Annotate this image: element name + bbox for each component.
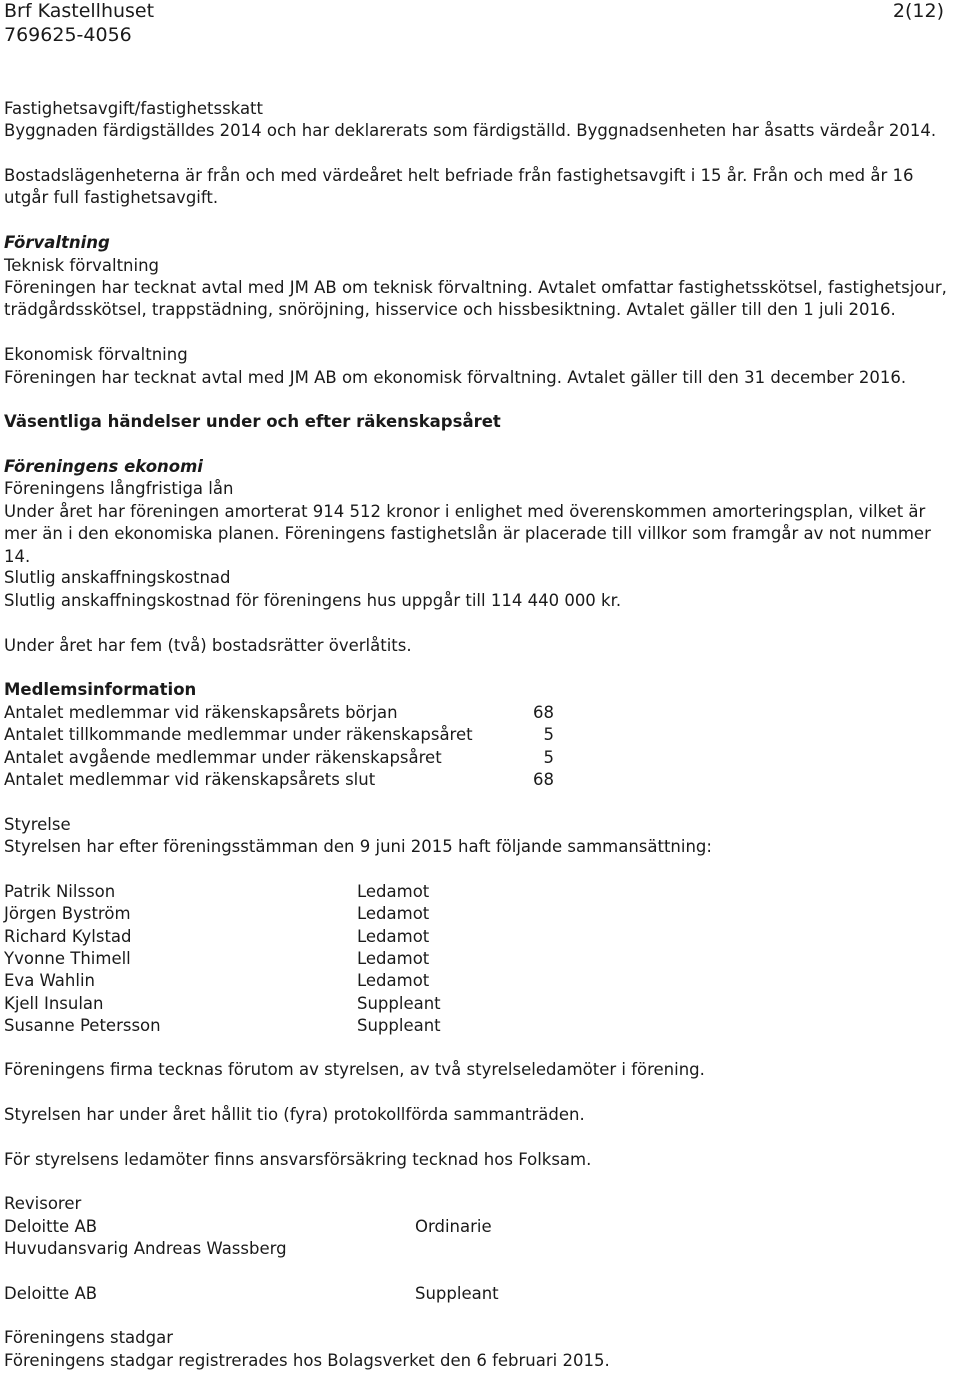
ekonomisk-forvaltning-heading: Ekonomisk förvaltning xyxy=(4,345,188,364)
org-name: Brf Kastellhuset xyxy=(4,0,155,22)
fastighetsavgift-text-1: Byggnaden färdigställdes 2014 och har deklarerats som färdigställd. Byggnadsenheten har åsatts värdeår 2014. xyxy=(4,121,937,140)
revisor-name: Deloitte AB xyxy=(4,1217,98,1236)
member-name: Kjell Insulan xyxy=(4,994,104,1013)
medlem-row-label: Antalet medlemmar vid räkenskapsårets slut xyxy=(4,770,376,789)
member-name: Jörgen Byström xyxy=(4,904,131,923)
forvaltning-heading: Förvaltning xyxy=(4,233,110,252)
medlem-row-value: 68 xyxy=(533,770,554,789)
medlem-row-value: 5 xyxy=(543,748,554,767)
revisor-role: Ordinarie xyxy=(415,1217,492,1236)
anskaffning-heading: Slutlig anskaffningskostnad xyxy=(4,568,231,587)
styrelse-intro: Styrelsen har efter föreningsstämman den 9 juni 2015 haft följande sammansättning: xyxy=(4,837,712,856)
lan-text: Under året har föreningen amorterat 914 512 kronor i enlighet med överenskommen amorteringsplan, vilket är mer än i den ekonomiska planen. Föreningens fastighetslån är placerade till villkor som framgår av not nummer 14. xyxy=(4,502,931,566)
page-number: 2(12) xyxy=(892,0,944,22)
revisorer-heading: Revisorer xyxy=(4,1194,82,1213)
revisor-huvudansvarig: Huvudansvarig Andreas Wassberg xyxy=(4,1239,287,1258)
member-role: Ledamot xyxy=(357,949,430,968)
org-number-row xyxy=(4,24,944,46)
medlem-row-label: Antalet tillkommande medlemmar under räkenskapsåret xyxy=(4,725,473,744)
stadgar-heading: Föreningens stadgar xyxy=(4,1328,174,1347)
revisor-name: Deloitte AB xyxy=(4,1284,98,1303)
org-number: 769625-4056 xyxy=(4,24,132,46)
page-header xyxy=(4,0,944,22)
vasentliga-heading: Väsentliga händelser under och efter räkenskapsåret xyxy=(4,412,501,431)
medlem-row-label: Antalet avgående medlemmar under räkenskapsåret xyxy=(4,748,442,767)
medlem-row-value: 68 xyxy=(533,703,554,722)
revisor-role: Suppleant xyxy=(415,1284,499,1303)
firma-text: Föreningens firma tecknas förutom av styrelsen, av två styrelseledamöter i förening. xyxy=(4,1060,705,1079)
medlem-row-value: 5 xyxy=(543,725,554,744)
ekonomi-heading: Föreningens ekonomi xyxy=(4,457,203,476)
overlatits-text: Under året har fem (två) bostadsrätter överlåtits. xyxy=(4,636,412,655)
medlem-row-label: Antalet medlemmar vid räkenskapsårets början xyxy=(4,703,398,722)
member-role: Ledamot xyxy=(357,927,430,946)
sammantraden-text: Styrelsen har under året hållit tio (fyra) protokollförda sammanträden. xyxy=(4,1105,585,1124)
member-name: Richard Kylstad xyxy=(4,927,132,946)
member-name: Yvonne Thimell xyxy=(4,949,131,968)
medlemsinformation-heading: Medlemsinformation xyxy=(4,680,197,699)
stadgar-text: Föreningens stadgar registrerades hos Bolagsverket den 6 februari 2015. xyxy=(4,1351,610,1370)
member-name: Susanne Petersson xyxy=(4,1016,161,1035)
member-name: Patrik Nilsson xyxy=(4,882,116,901)
lan-heading: Föreningens långfristiga lån xyxy=(4,479,234,498)
member-role: Suppleant xyxy=(357,1016,441,1035)
teknisk-forvaltning-text: Föreningen har tecknat avtal med JM AB om teknisk förvaltning. Avtalet omfattar fastighetsskötsel, fastighetsjour, trädgårdsskötsel, trappstädning, snöröjning, hisservice och hissbesiktning. Avtalet gäller till den 1 juli 2016. xyxy=(4,278,947,320)
forsakring-text: För styrelsens ledamöter finns ansvarsförsäkring tecknad hos Folksam. xyxy=(4,1150,592,1169)
styrelse-heading: Styrelse xyxy=(4,815,71,834)
member-role: Ledamot xyxy=(357,882,430,901)
member-role: Ledamot xyxy=(357,971,430,990)
fastighetsavgift-heading: Fastighetsavgift/fastighetsskatt xyxy=(4,99,263,118)
ekonomisk-forvaltning-text: Föreningen har tecknat avtal med JM AB om ekonomisk förvaltning. Avtalet gäller till den 31 december 2016. xyxy=(4,368,907,387)
fastighetsavgift-text-2: Bostadslägenheterna är från och med värdeåret helt befriade från fastighetsavgift i 15 år. Från och med år 16 utgår full fastighetsavgift. xyxy=(4,166,914,208)
member-name: Eva Wahlin xyxy=(4,971,95,990)
teknisk-forvaltning-heading: Teknisk förvaltning xyxy=(4,256,160,275)
member-role: Ledamot xyxy=(357,904,430,923)
member-role: Suppleant xyxy=(357,994,441,1013)
anskaffning-text: Slutlig anskaffningskostnad för föreningens hus uppgår till 114 440 000 kr. xyxy=(4,591,622,610)
